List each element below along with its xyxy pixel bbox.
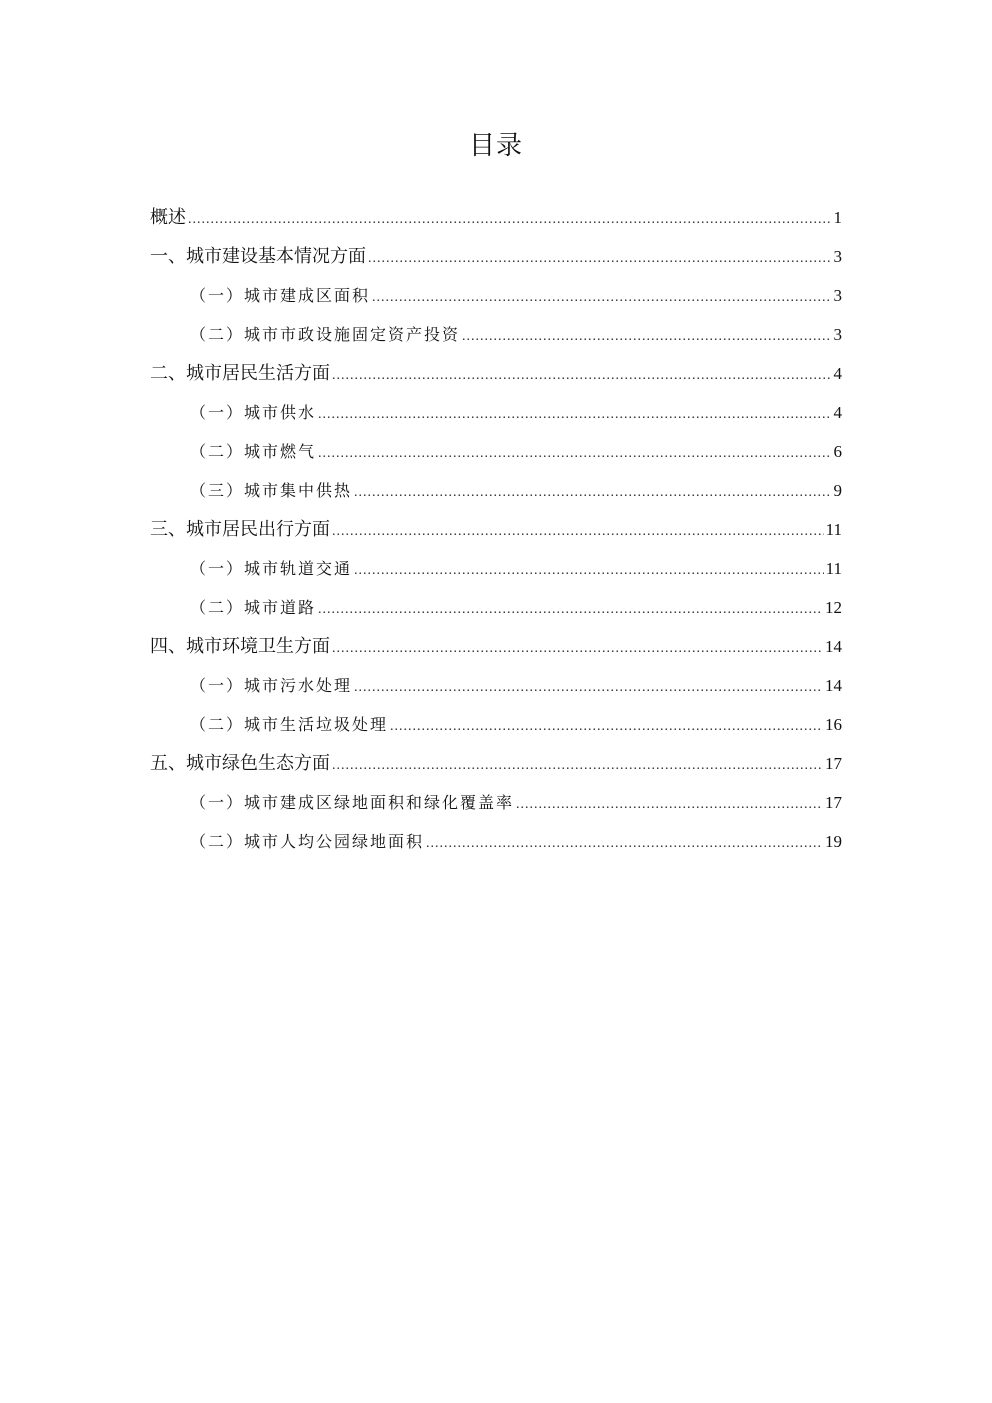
toc-entry-label: （二）城市燃气 [190, 442, 317, 461]
toc-leader-dots [332, 629, 823, 668]
toc-entry[interactable] [150, 588, 842, 627]
toc-leader-dots [332, 512, 824, 551]
toc-entry-page: 4 [833, 364, 842, 383]
toc-leader-dots [462, 317, 831, 356]
toc-entry-page: 17 [825, 793, 842, 812]
toc-entry[interactable] [150, 549, 842, 588]
toc-entry-label: （二）城市道路 [190, 598, 317, 617]
toc-leader-dots [372, 278, 831, 317]
toc-entry[interactable] [150, 666, 842, 705]
toc-entry-label: （一）城市轨道交通 [190, 559, 353, 578]
toc-entry-page: 12 [825, 598, 842, 617]
toc-leader-dots [188, 200, 832, 239]
toc-entry-label: （二）城市市政设施固定资产投资 [190, 325, 461, 344]
toc-entry-page: 9 [833, 481, 842, 500]
toc-entry-label: 四、城市环境卫生方面 [150, 636, 330, 657]
toc-leader-dots [390, 707, 823, 746]
toc-leader-dots [354, 551, 824, 590]
toc-entry-label: （一）城市供水 [190, 403, 317, 422]
toc-leader-dots [354, 473, 831, 512]
toc-entry[interactable] [150, 783, 842, 822]
toc-leader-dots [332, 746, 823, 785]
toc-entry[interactable] [150, 627, 842, 666]
toc-entry-page: 3 [833, 286, 842, 305]
toc-entry-page: 1 [833, 208, 842, 227]
toc-entry-label: 概述 [150, 207, 186, 228]
toc-title: 目录 [468, 131, 523, 161]
toc-entry[interactable] [150, 822, 842, 861]
toc-leader-dots [332, 356, 832, 395]
toc-entry[interactable] [150, 744, 842, 783]
toc-leader-dots [318, 395, 831, 434]
toc-entry-page: 4 [833, 403, 842, 422]
toc-entry[interactable] [150, 393, 842, 432]
toc-entry-page: 14 [825, 637, 842, 656]
toc-entry-page: 11 [825, 520, 842, 539]
toc-entry[interactable] [150, 315, 842, 354]
toc-entry-page: 16 [825, 715, 842, 734]
toc-entry-label: （一）城市建成区面积 [190, 286, 371, 305]
toc-entry-label: （三）城市集中供热 [190, 481, 353, 500]
toc-leader-dots [354, 668, 823, 707]
toc-entry-label: 二、城市居民生活方面 [150, 363, 330, 384]
toc-entry-label: 三、城市居民出行方面 [150, 519, 330, 540]
toc-entry[interactable] [150, 471, 842, 510]
toc-entry[interactable] [150, 705, 842, 744]
table-of-contents [150, 198, 842, 861]
toc-leader-dots [426, 824, 823, 863]
toc-entry-page: 11 [825, 559, 842, 578]
toc-entry-label: 五、城市绿色生态方面 [150, 753, 330, 774]
toc-entry[interactable] [150, 354, 842, 393]
toc-entry-page: 3 [833, 325, 842, 344]
toc-leader-dots [516, 785, 823, 824]
toc-entry-label: （二）城市生活垃圾处理 [190, 715, 389, 734]
toc-entry[interactable] [150, 237, 842, 276]
toc-entry[interactable] [150, 276, 842, 315]
toc-leader-dots [318, 590, 823, 629]
toc-entry[interactable] [150, 510, 842, 549]
toc-leader-dots [368, 239, 832, 278]
toc-entry-page: 14 [825, 676, 842, 695]
toc-entry-page: 6 [833, 442, 842, 461]
toc-leader-dots [318, 434, 831, 473]
toc-entry-page: 17 [825, 754, 842, 773]
toc-entry-page: 3 [833, 247, 842, 266]
toc-entry[interactable] [150, 198, 842, 237]
toc-entry-label: （一）城市污水处理 [190, 676, 353, 695]
toc-entry-page: 19 [825, 832, 842, 851]
toc-entry-label: （二）城市人均公园绿地面积 [190, 832, 425, 851]
toc-entry-label: 一、城市建设基本情况方面 [150, 246, 366, 267]
toc-entry[interactable] [150, 432, 842, 471]
toc-entry-label: （一）城市建成区绿地面积和绿化覆盖率 [190, 793, 515, 812]
